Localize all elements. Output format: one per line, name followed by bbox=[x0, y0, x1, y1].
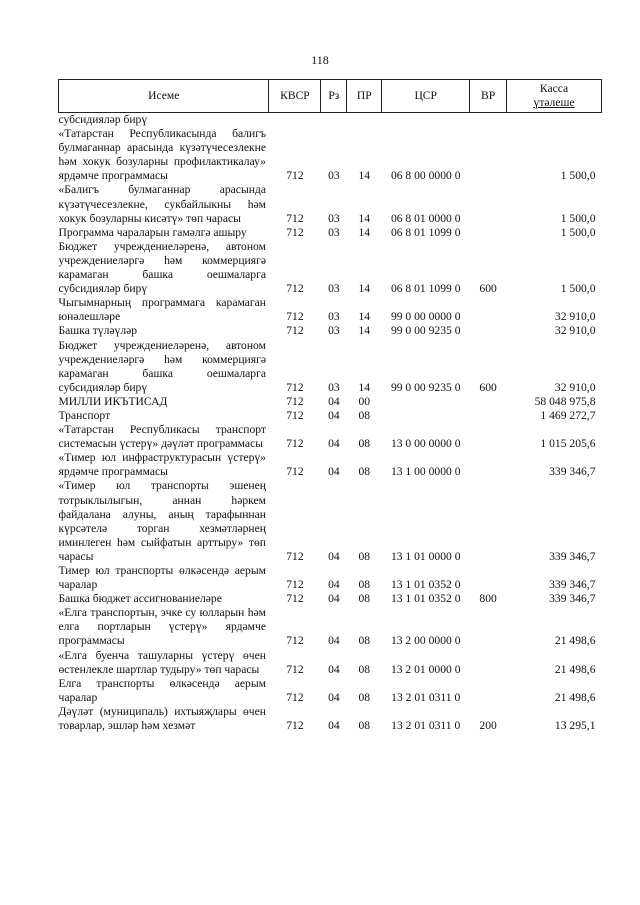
cell-pr: 14 bbox=[358, 380, 371, 394]
header-csr: ЦСР bbox=[382, 80, 470, 113]
cell-kvsr: 712 bbox=[286, 437, 304, 451]
cell-name: Елга транспорты өлкәсендә аерым чаралар bbox=[58, 676, 266, 704]
cell-amount: 21 498,6 bbox=[554, 634, 596, 648]
table-row bbox=[59, 451, 602, 479]
cell-vr: 800 bbox=[479, 592, 497, 606]
table-row bbox=[59, 677, 602, 705]
header-name: Исеме bbox=[59, 80, 269, 113]
cell-vr bbox=[470, 423, 507, 451]
cell-amount: 339 346,7 bbox=[549, 592, 596, 606]
page-number: 118 bbox=[311, 53, 329, 67]
table-row bbox=[59, 183, 602, 225]
cell-rz: 04 bbox=[328, 437, 340, 451]
cell-csr: 13 1 00 0000 0 bbox=[390, 465, 461, 479]
cell-amount: 21 498,6 bbox=[554, 690, 596, 704]
cell-csr: 13 2 01 0311 0 bbox=[391, 690, 461, 704]
table-row bbox=[59, 324, 602, 338]
cell-name: «Елга транспортын, эчке су юлларын һәм елга портларын үстерү» ярдәмче программасы bbox=[58, 606, 266, 648]
table-row bbox=[59, 226, 602, 240]
cell-amount: 1 469 272,7 bbox=[540, 408, 596, 422]
cell-amount: 21 498,6 bbox=[554, 662, 596, 676]
cell-pr: 08 bbox=[358, 437, 371, 451]
cell-amount: 339 346,7 bbox=[549, 465, 596, 479]
cell-kvsr: 712 bbox=[286, 211, 304, 225]
cell-amount bbox=[507, 113, 602, 128]
cell-name: Тимер юл транспорты өлкәсендә аерым чаралар bbox=[58, 564, 266, 592]
cell-pr: 14 bbox=[358, 169, 371, 183]
cell-pr: 08 bbox=[358, 634, 371, 648]
cell-rz: 04 bbox=[328, 662, 340, 676]
cell-name: Башка бюджет ассигнованиеләре bbox=[58, 592, 222, 606]
cell-kvsr: 712 bbox=[286, 662, 304, 676]
header-kassa-line1: Касса bbox=[539, 82, 569, 95]
cell-amount: 1 500,0 bbox=[560, 282, 596, 296]
cell-csr: 99 0 00 9235 0 bbox=[390, 324, 461, 338]
cell-csr: 06 8 01 1099 0 bbox=[390, 225, 461, 239]
cell-vr bbox=[470, 183, 507, 225]
cell-vr bbox=[470, 479, 507, 564]
header-kassa-line2: үтәлеше bbox=[533, 96, 575, 109]
cell-csr bbox=[382, 395, 470, 409]
cell-vr bbox=[470, 649, 507, 677]
cell-name: субсидияләр бирү bbox=[58, 113, 148, 126]
table-row bbox=[59, 127, 602, 183]
cell-vr bbox=[470, 395, 507, 409]
cell-kvsr: 712 bbox=[286, 719, 304, 733]
cell-vr bbox=[470, 606, 507, 648]
cell-kvsr: 712 bbox=[286, 549, 304, 563]
cell-pr: 14 bbox=[358, 282, 371, 296]
cell-name: «Татарстан Республикасында балигъ булмаганнар арасында күзәтүчесезлекне һәм хокук бозуларны профилактикалау» ярдәмче программасы bbox=[58, 127, 266, 183]
cell-vr: 200 bbox=[479, 719, 497, 733]
cell-name: «Татарстан Республикасы транспорт системасын үстерү» дәүләт программасы bbox=[58, 423, 266, 451]
cell-name: Чыгымнарның программага карамаган юнәлешләре bbox=[58, 296, 266, 324]
cell-vr bbox=[470, 226, 507, 240]
cell-pr: 08 bbox=[358, 465, 371, 479]
cell-rz: 04 bbox=[328, 408, 340, 422]
cell-amount: 13 295,1 bbox=[554, 719, 596, 733]
cell-rz: 03 bbox=[328, 380, 340, 394]
table-row bbox=[59, 479, 602, 564]
cell-kvsr: 712 bbox=[286, 592, 304, 606]
cell-pr: 00 bbox=[358, 394, 371, 408]
cell-rz: 03 bbox=[328, 211, 340, 225]
cell-rz bbox=[321, 113, 347, 128]
table-row bbox=[59, 649, 602, 677]
cell-kvsr: 712 bbox=[286, 578, 304, 592]
cell-rz: 04 bbox=[328, 578, 340, 592]
cell-csr: 13 1 01 0352 0 bbox=[390, 578, 461, 592]
cell-pr: 08 bbox=[358, 592, 371, 606]
cell-kvsr: 712 bbox=[286, 465, 304, 479]
cell-rz: 04 bbox=[328, 549, 340, 563]
table-header bbox=[59, 80, 602, 113]
cell-vr bbox=[470, 324, 507, 338]
cell-csr: 13 1 01 0000 0 bbox=[390, 549, 461, 563]
cell-vr bbox=[470, 409, 507, 423]
cell-amount: 1 500,0 bbox=[560, 211, 596, 225]
cell-pr: 08 bbox=[358, 662, 371, 676]
table-row bbox=[59, 339, 602, 395]
header-rz: Рз bbox=[321, 80, 347, 113]
cell-vr bbox=[470, 113, 507, 128]
cell-kvsr: 712 bbox=[286, 634, 304, 648]
cell-rz: 03 bbox=[328, 169, 340, 183]
cell-name: МИЛЛИ ИКЪТИСАД bbox=[58, 394, 168, 408]
cell-csr: 99 0 00 9235 0 bbox=[390, 380, 461, 394]
cell-vr bbox=[470, 296, 507, 324]
cell-rz: 04 bbox=[328, 690, 340, 704]
cell-csr: 06 8 00 0000 0 bbox=[390, 169, 461, 183]
cell-name: «Балигъ булмаганнар арасында күзәтүчесезлекне, сукбайлыкны һәм хокук бозуларны кисәтү» төп чарасы bbox=[58, 183, 266, 225]
cell-csr: 13 1 01 0352 0 bbox=[390, 592, 461, 606]
table-row bbox=[59, 395, 602, 409]
cell-vr bbox=[470, 451, 507, 479]
cell-rz: 04 bbox=[328, 394, 340, 408]
table-row bbox=[59, 564, 602, 592]
cell-rz: 04 bbox=[328, 465, 340, 479]
cell-rz: 04 bbox=[328, 592, 340, 606]
cell-kvsr: 712 bbox=[286, 225, 304, 239]
cell-name: Бюджет учреждениеләренә, автоном учреждениеләргә һәм коммерциягә карамаган башка оешмаларга субсидияләр бирү bbox=[58, 239, 266, 296]
cell-name: Программа чараларын гамәлгә ашыру bbox=[58, 225, 247, 239]
cell-kvsr: 712 bbox=[286, 380, 304, 394]
cell-name: «Тимер юл транспорты эшенең тотрыклылыгын, аннан һәркем файдалана алуны, аның тарафыннан күрсәтелә торган хезмәтләрнең иминлеген һәм сыйфатын арттыру» төп чарасы bbox=[58, 479, 266, 563]
cell-rz: 04 bbox=[328, 719, 340, 733]
cell-amount: 1 015 205,6 bbox=[540, 437, 596, 451]
cell-vr bbox=[470, 564, 507, 592]
cell-amount: 32 910,0 bbox=[554, 380, 596, 394]
cell-kvsr: 712 bbox=[286, 394, 304, 408]
cell-pr: 08 bbox=[358, 408, 371, 422]
cell-kvsr: 712 bbox=[286, 169, 304, 183]
cell-csr: 13 2 01 0311 0 bbox=[391, 719, 461, 733]
table-row bbox=[59, 240, 602, 296]
cell-pr: 08 bbox=[358, 690, 371, 704]
cell-pr bbox=[347, 113, 382, 128]
cell-vr: 600 bbox=[479, 282, 497, 296]
cell-kvsr: 712 bbox=[286, 408, 304, 422]
cell-name: Бюджет учреждениеләренә, автоном учреждениеләргә һәм коммерциягә карамаган башка оешмаларга субсидияләр бирү bbox=[58, 338, 266, 394]
cell-vr: 600 bbox=[479, 380, 497, 394]
cell-amount: 1 500,0 bbox=[560, 225, 596, 239]
cell-pr: 14 bbox=[358, 324, 371, 338]
cell-kvsr: 712 bbox=[286, 324, 304, 338]
cell-kvsr: 712 bbox=[286, 282, 304, 296]
header-kvsr: КВСР bbox=[269, 80, 321, 113]
cell-csr: 06 8 01 0000 0 bbox=[390, 211, 461, 225]
cell-rz: 03 bbox=[328, 324, 340, 338]
cell-rz: 03 bbox=[328, 225, 340, 239]
table-body bbox=[59, 113, 602, 734]
cell-name: «Елга буенча ташуларны үстерү өчен өстенлекле шартлар тудыру» төп чарасы bbox=[58, 648, 266, 676]
cell-pr: 14 bbox=[358, 225, 371, 239]
header-kassa bbox=[507, 80, 602, 113]
cell-name: Транспорт bbox=[58, 408, 111, 422]
budget-table bbox=[58, 79, 602, 733]
cell-name: Дәүләт (муниципаль) ихтыяҗлары өчен товарлар, эшләр һәм хезмәт bbox=[58, 704, 266, 733]
cell-rz: 03 bbox=[328, 310, 340, 324]
cell-kvsr: 712 bbox=[286, 310, 304, 324]
cell-rz: 04 bbox=[328, 634, 340, 648]
cell-amount: 339 346,7 bbox=[549, 549, 596, 563]
cell-name: Башка түләүләр bbox=[58, 324, 138, 338]
table-row bbox=[59, 423, 602, 451]
cell-kvsr: 712 bbox=[286, 690, 304, 704]
cell-amount: 32 910,0 bbox=[554, 310, 596, 324]
cell-csr: 99 0 00 0000 0 bbox=[390, 310, 461, 324]
cell-vr bbox=[470, 127, 507, 183]
cell-name: «Тимер юл инфраструктурасын үстерү» ярдәмче программасы bbox=[58, 451, 266, 479]
cell-amount: 339 346,7 bbox=[549, 578, 596, 592]
cell-csr: 13 2 00 0000 0 bbox=[390, 634, 461, 648]
cell-amount: 32 910,0 bbox=[554, 324, 596, 338]
cell-csr: 06 8 01 1099 0 bbox=[390, 282, 461, 296]
cell-amount: 58 048 975,8 bbox=[534, 394, 596, 408]
cell-csr: 13 2 01 0000 0 bbox=[390, 662, 461, 676]
cell-amount: 1 500,0 bbox=[560, 169, 596, 183]
cell-csr: 13 0 00 0000 0 bbox=[390, 437, 461, 451]
header-vr: ВР bbox=[470, 80, 507, 113]
table-row bbox=[59, 705, 602, 733]
cell-rz: 03 bbox=[328, 282, 340, 296]
cell-vr bbox=[470, 677, 507, 705]
table-row bbox=[59, 113, 602, 128]
cell-csr bbox=[382, 113, 470, 128]
cell-csr bbox=[382, 409, 470, 423]
cell-pr: 08 bbox=[358, 578, 371, 592]
cell-kvsr bbox=[269, 113, 321, 128]
table-row bbox=[59, 592, 602, 606]
header-pr: ПР bbox=[347, 80, 382, 113]
cell-pr: 14 bbox=[358, 211, 371, 225]
cell-pr: 08 bbox=[358, 549, 371, 563]
cell-pr: 14 bbox=[358, 310, 371, 324]
table-row bbox=[59, 296, 602, 324]
table-row bbox=[59, 606, 602, 648]
cell-pr: 08 bbox=[358, 719, 371, 733]
table-row bbox=[59, 409, 602, 423]
